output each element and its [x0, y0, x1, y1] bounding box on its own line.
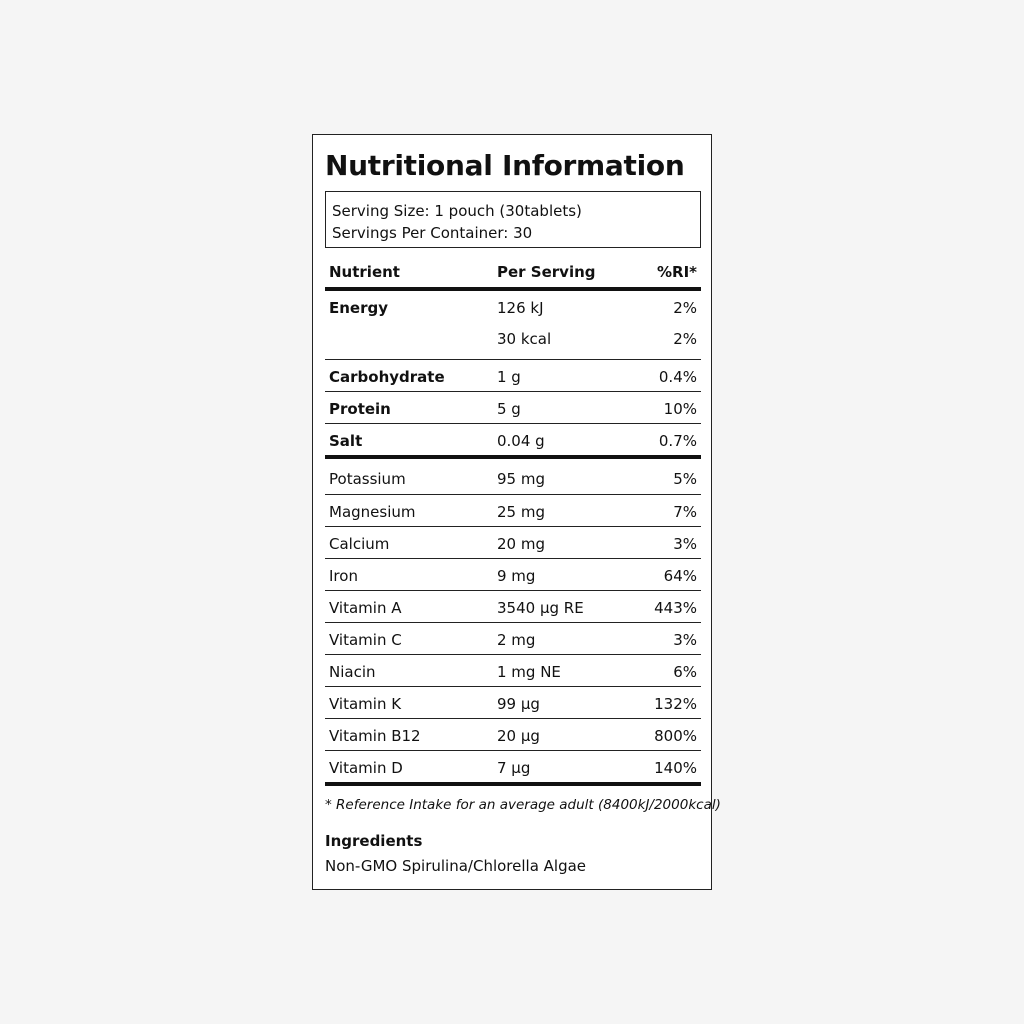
table-row [325, 459, 701, 495]
nutrient-ri: 0.7% [658, 432, 697, 450]
header-nutrient: Nutrient [329, 263, 400, 281]
nutrient-ri: 140% [654, 759, 697, 777]
table-row-energy [325, 291, 701, 360]
serving-size: Serving Size: 1 pouch (30tablets) [332, 202, 582, 220]
table-row [325, 527, 701, 559]
nutrient-name: Calcium [329, 535, 390, 553]
table-row [325, 559, 701, 591]
nutrient-ri: 3% [673, 631, 697, 649]
nutrient-name: Iron [329, 567, 358, 585]
table-row [325, 687, 701, 719]
serving-info-box [325, 191, 701, 248]
nutrient-amount: 30 kcal [497, 330, 552, 348]
nutrient-amount: 95 mg [497, 470, 545, 488]
nutrient-amount: 1 g [497, 368, 521, 386]
nutrient-ri: 6% [673, 663, 697, 681]
nutrient-amount: 9 mg [497, 567, 536, 585]
nutrient-table [325, 259, 701, 786]
ingredients-heading: Ingredients [325, 832, 423, 850]
nutrient-name: Niacin [329, 663, 376, 681]
nutrient-ri: 10% [663, 400, 697, 418]
nutrition-label [312, 134, 721, 890]
table-row [325, 591, 701, 623]
nutrient-name: Magnesium [329, 503, 416, 521]
table-row [325, 424, 701, 459]
nutrient-name: Vitamin B12 [329, 727, 421, 745]
table-row [325, 655, 701, 687]
nutrient-amount: 20 mg [497, 535, 545, 553]
nutrient-ri: 443% [654, 599, 697, 617]
nutrient-name: Vitamin C [329, 631, 402, 649]
table-row [325, 623, 701, 655]
nutrient-amount: 3540 µg RE [497, 599, 584, 617]
nutrient-amount: 25 mg [497, 503, 545, 521]
table-row [325, 495, 701, 527]
nutrient-name: Vitamin A [329, 599, 402, 617]
header-ri: %RI* [656, 263, 697, 281]
reference-intake-footnote: * Reference Intake for an average adult (8400kJ/2000kcal) [325, 797, 721, 813]
table-row [325, 719, 701, 751]
header-per-serving: Per Serving [497, 263, 596, 281]
table-header [325, 259, 701, 291]
nutrient-name: Vitamin D [329, 759, 403, 777]
nutrient-ri: 5% [673, 470, 697, 488]
nutrient-ri: 132% [654, 695, 697, 713]
nutrient-name: Protein [329, 400, 391, 418]
nutrient-name: Vitamin K [329, 695, 402, 713]
nutrient-name: Salt [329, 432, 363, 450]
nutrient-amount: 5 g [497, 400, 521, 418]
label-title: Nutritional Information [325, 149, 685, 182]
table-row [325, 751, 701, 786]
nutrient-amount: 99 µg [497, 695, 540, 713]
nutrient-amount: 0.04 g [497, 432, 545, 450]
nutrient-ri: 800% [654, 727, 697, 745]
nutrient-ri: 2% [673, 330, 697, 348]
nutrient-ri: 64% [663, 567, 697, 585]
nutrient-name: Energy [329, 299, 389, 317]
table-row [325, 392, 701, 424]
nutrient-name: Potassium [329, 470, 406, 488]
nutrient-amount: 7 µg [497, 759, 531, 777]
nutrient-ri: 7% [673, 503, 697, 521]
table-row [325, 360, 701, 392]
nutrient-amount: 126 kJ [497, 299, 544, 317]
nutrient-ri: 2% [673, 299, 697, 317]
nutrient-name: Carbohydrate [329, 368, 445, 386]
servings-per-container: Servings Per Container: 30 [332, 224, 533, 242]
nutrient-amount: 20 µg [497, 727, 540, 745]
nutrient-ri: 0.4% [658, 368, 697, 386]
nutrient-amount: 2 mg [497, 631, 536, 649]
nutrient-amount: 1 mg NE [497, 663, 561, 681]
nutrient-ri: 3% [673, 535, 697, 553]
ingredients-text: Non-GMO Spirulina/Chlorella Algae [325, 857, 587, 875]
